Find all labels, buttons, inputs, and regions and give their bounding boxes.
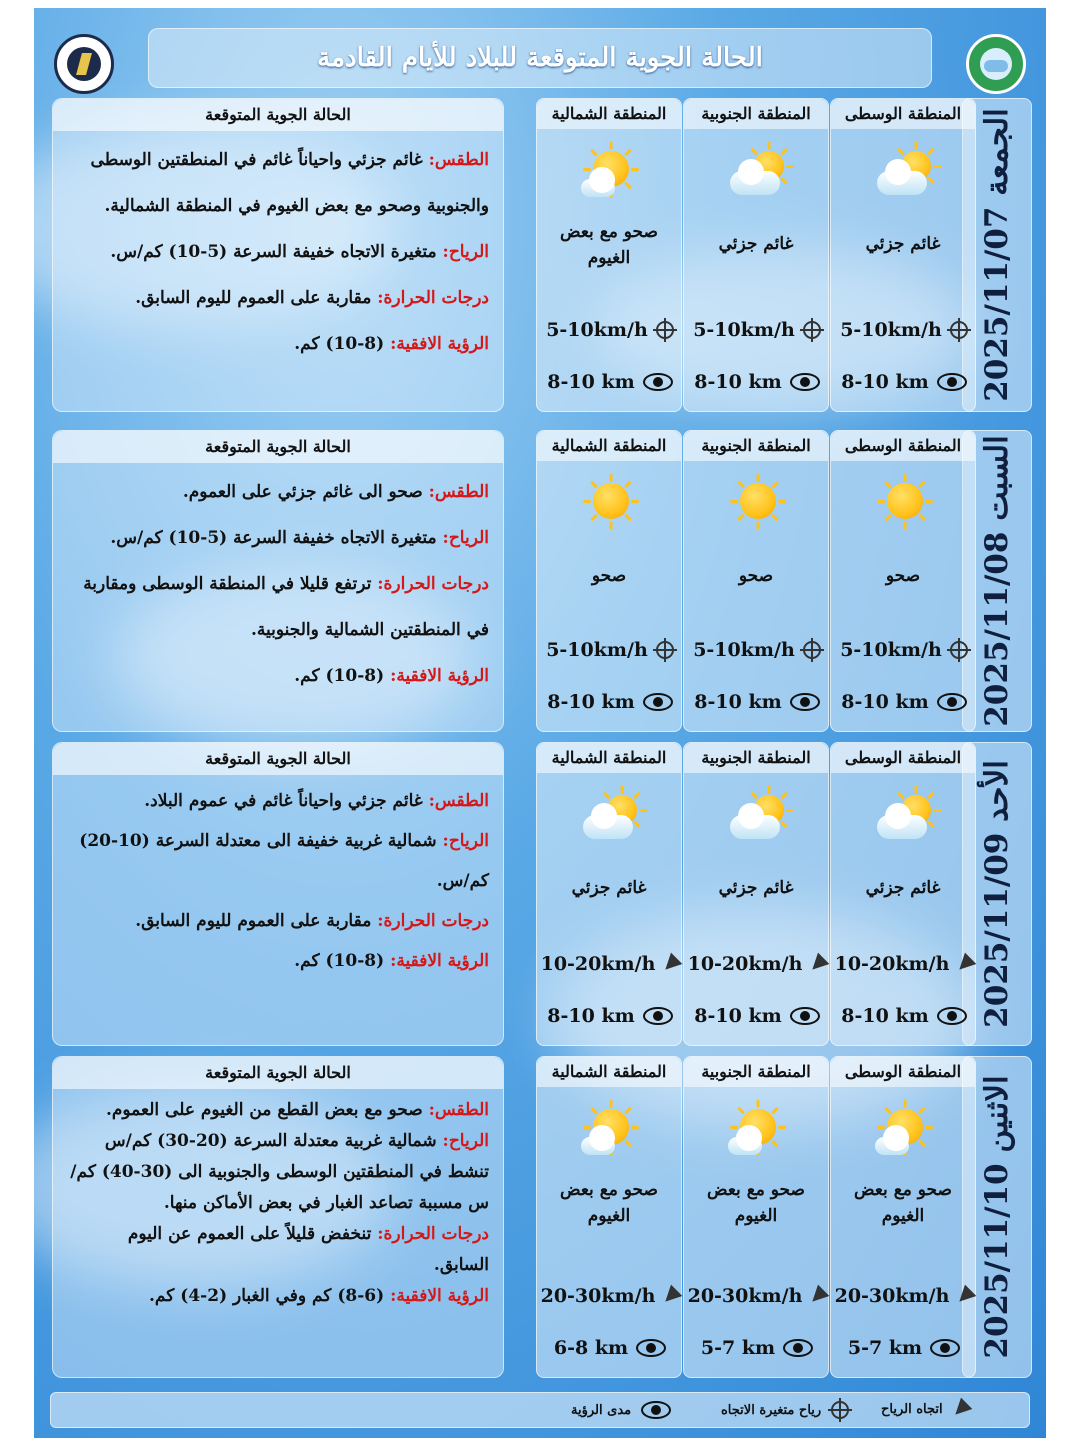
sun-behind-cloud-icon bbox=[726, 1103, 790, 1159]
weather-condition: غائم جزئي bbox=[865, 878, 941, 898]
forecast-visibility-label: الرؤية الافقية: bbox=[390, 666, 489, 686]
visibility-value: 6-8 km bbox=[553, 1337, 629, 1359]
wind-speed-row bbox=[540, 1285, 677, 1307]
visibility-row bbox=[690, 1005, 824, 1027]
eye-icon bbox=[937, 693, 967, 711]
visibility-row bbox=[543, 371, 677, 393]
visibility-value: 8-10 km bbox=[547, 691, 635, 713]
weather-condition: صحو مع بعض الغيوم bbox=[707, 1180, 805, 1226]
forecast-temperature-label: درجات الحرارة: bbox=[377, 1224, 489, 1244]
forecast-temperature-text: تنخفض قليلاً على العموم عن اليوم السابق. bbox=[127, 1224, 489, 1275]
region-card bbox=[830, 430, 976, 732]
forecast-title: الحالة الجوية المتوقعة bbox=[53, 99, 503, 131]
visibility-value: 8-10 km bbox=[841, 371, 929, 393]
forecast-weather-label: الطقس: bbox=[428, 150, 489, 170]
region-title: المنطقة الوسطى bbox=[831, 1057, 975, 1087]
sun-icon bbox=[726, 477, 790, 533]
page-header bbox=[148, 28, 932, 88]
visibility-row bbox=[690, 691, 824, 713]
region-card bbox=[536, 98, 682, 412]
wind-speed-row bbox=[543, 639, 677, 661]
region-title: المنطقة الشمالية bbox=[537, 1057, 681, 1087]
forecast-visibility-label: الرؤية الافقية: bbox=[390, 1286, 489, 1306]
legend bbox=[50, 1392, 1030, 1428]
wind-speed: 5-10km/h bbox=[546, 639, 648, 661]
visibility-row bbox=[543, 1337, 677, 1359]
legend-visibility bbox=[571, 1401, 671, 1419]
visibility-value: 8-10 km bbox=[694, 691, 782, 713]
day-block bbox=[50, 1056, 1030, 1376]
forecast-visibility-label: الرؤية الافقية: bbox=[390, 951, 489, 971]
forecast-weather-label: الطقس: bbox=[428, 791, 489, 811]
day-block bbox=[50, 98, 1030, 410]
forecast-temperature-label: درجات الحرارة: bbox=[377, 911, 489, 931]
eye-icon bbox=[790, 693, 820, 711]
forecast-temperature bbox=[67, 901, 489, 941]
forecast-card bbox=[52, 98, 504, 412]
weather-condition: صحو bbox=[591, 566, 627, 586]
forecast-wind bbox=[67, 1126, 489, 1219]
wind-direction-icon bbox=[807, 953, 830, 976]
region-card bbox=[683, 430, 829, 732]
region-card bbox=[683, 98, 829, 412]
forecast-title: الحالة الجوية المتوقعة bbox=[53, 1057, 503, 1089]
forecast-body bbox=[53, 463, 503, 699]
forecast-card bbox=[52, 742, 504, 1046]
wind-speed: 5-10km/h bbox=[840, 319, 942, 341]
region-card bbox=[683, 742, 829, 1046]
weather-condition: غائم جزئي bbox=[571, 878, 647, 898]
wind-speed: 10-20km/h bbox=[540, 953, 656, 975]
region-title: المنطقة الشمالية bbox=[537, 99, 681, 129]
variable-wind-icon bbox=[656, 641, 674, 659]
legend-wind-direction bbox=[881, 1401, 969, 1417]
eye-icon bbox=[643, 693, 673, 711]
wind-direction-icon bbox=[660, 953, 683, 976]
forecast-wind-text: متغيرة الاتجاه خفيفة السرعة (5-10) كم/س. bbox=[110, 528, 437, 548]
region-title: المنطقة الجنوبية bbox=[684, 431, 828, 461]
forecast-visibility-text: (6-8) كم وفي الغبار (2-4) كم. bbox=[149, 1286, 385, 1306]
wind-speed-row bbox=[834, 953, 971, 975]
weather-condition: صحو مع بعض الغيوم bbox=[854, 1180, 952, 1226]
legend-variable-wind bbox=[721, 1401, 849, 1419]
visibility-value: 8-10 km bbox=[547, 371, 635, 393]
forecast-visibility-text: (8-10) كم. bbox=[294, 334, 385, 354]
sun-behind-cloud-icon bbox=[579, 1103, 643, 1159]
variable-wind-icon bbox=[831, 1401, 849, 1419]
wind-speed-row bbox=[687, 1285, 824, 1307]
wind-speed-row bbox=[543, 319, 677, 341]
forecast-wind-text: شمالية غربية معتدلة السرعة (20-30) كم/س تنشط في المنطقتين الوسطى والجنوبية الى (30-40) كم/س مسببة تصاعد الغبار في بعض الأماكن منها. bbox=[70, 1131, 489, 1213]
visibility-value: 8-10 km bbox=[694, 371, 782, 393]
visibility-row bbox=[543, 1005, 677, 1027]
visibility-row bbox=[690, 371, 824, 393]
wind-speed-row bbox=[837, 639, 971, 661]
day-date: الجمعة 2025/11/07 bbox=[979, 108, 1015, 402]
wind-speed: 5-10km/h bbox=[693, 319, 795, 341]
wind-direction-icon bbox=[949, 1398, 972, 1421]
forecast-temperature bbox=[67, 561, 489, 653]
weather-condition: صحو bbox=[885, 566, 921, 586]
visibility-row bbox=[837, 691, 971, 713]
wind-direction-icon bbox=[954, 1285, 977, 1308]
forecast-weather-text: صحو الى غائم جزئي على العموم. bbox=[182, 482, 423, 502]
eye-icon bbox=[636, 1339, 666, 1357]
visibility-value: 5-7 km bbox=[700, 1337, 776, 1359]
page-title: الحالة الجوية المتوقعة للبلاد للأيام القادمة bbox=[317, 43, 763, 73]
visibility-value: 8-10 km bbox=[841, 1005, 929, 1027]
region-title: المنطقة الوسطى bbox=[831, 743, 975, 773]
forecast-weather-label: الطقس: bbox=[428, 1100, 489, 1120]
region-card bbox=[830, 98, 976, 412]
day-block bbox=[50, 430, 1030, 730]
forecast-wind bbox=[67, 229, 489, 275]
region-title: المنطقة الشمالية bbox=[537, 743, 681, 773]
eye-icon bbox=[790, 373, 820, 391]
eye-icon bbox=[643, 373, 673, 391]
region-title: المنطقة الجنوبية bbox=[684, 743, 828, 773]
forecast-title: الحالة الجوية المتوقعة bbox=[53, 431, 503, 463]
variable-wind-icon bbox=[950, 321, 968, 339]
region-card bbox=[536, 430, 682, 732]
forecast-wind-label: الرياح: bbox=[442, 528, 489, 548]
visibility-value: 8-10 km bbox=[694, 1005, 782, 1027]
wind-speed: 20-30km/h bbox=[834, 1285, 950, 1307]
forecast-visibility bbox=[67, 1281, 489, 1312]
region-title: المنطقة الجنوبية bbox=[684, 1057, 828, 1087]
day-date: الاثنين 2025/11/10 bbox=[979, 1075, 1015, 1359]
forecast-temperature-text: مقاربة على العموم لليوم السابق. bbox=[135, 288, 372, 308]
wind-speed: 20-30km/h bbox=[687, 1285, 803, 1307]
forecast-weather bbox=[67, 137, 489, 229]
wind-speed-row bbox=[540, 953, 677, 975]
forecast-weather-text: غائم جزئي واحياناً غائم في المنطقتين الوسطى والجنوبية وصحو مع بعض الغيوم في المنطقة الشمالية. bbox=[90, 150, 489, 216]
forecast-card bbox=[52, 1056, 504, 1378]
wind-speed: 10-20km/h bbox=[834, 953, 950, 975]
forecast-visibility bbox=[67, 653, 489, 699]
forecast-visibility bbox=[67, 321, 489, 367]
eye-icon bbox=[930, 1339, 960, 1357]
forecast-body bbox=[53, 775, 503, 981]
wind-speed-row bbox=[690, 319, 824, 341]
forecast-weather-text: صحو مع بعض القطع من الغيوم على العموم. bbox=[105, 1100, 423, 1120]
forecast-wind-text: متغيرة الاتجاه خفيفة السرعة (5-10) كم/س. bbox=[110, 242, 437, 262]
eye-icon bbox=[643, 1007, 673, 1025]
region-card bbox=[830, 742, 976, 1046]
partly-cloudy-icon bbox=[579, 789, 643, 845]
sun-behind-cloud-icon bbox=[873, 1103, 937, 1159]
forecast-card bbox=[52, 430, 504, 732]
weather-condition: غائم جزئي bbox=[865, 234, 941, 254]
forecast-wind-label: الرياح: bbox=[442, 242, 489, 262]
meteorology-authority-logo bbox=[966, 34, 1026, 94]
forecast-weather bbox=[67, 1095, 489, 1126]
wind-direction-icon bbox=[660, 1285, 683, 1308]
region-title: المنطقة الوسطى bbox=[831, 99, 975, 129]
variable-wind-icon bbox=[950, 641, 968, 659]
wind-speed-row bbox=[690, 639, 824, 661]
eye-icon bbox=[783, 1339, 813, 1357]
forecast-body bbox=[53, 1089, 503, 1312]
forecast-weather bbox=[67, 781, 489, 821]
forecast-weather-text: غائم جزئي واحياناً غائم في عموم البلاد. bbox=[144, 791, 423, 811]
forecast-poster bbox=[34, 8, 1046, 1438]
forecast-wind-label: الرياح: bbox=[442, 1131, 489, 1151]
forecast-visibility-text: (8-10) كم. bbox=[294, 666, 385, 686]
region-card bbox=[536, 1056, 682, 1378]
forecast-temperature-label: درجات الحرارة: bbox=[377, 288, 489, 308]
day-date: السبت 2025/11/08 bbox=[979, 435, 1015, 727]
region-card bbox=[536, 742, 682, 1046]
day-date: الأحد 2025/11/09 bbox=[979, 760, 1015, 1028]
forecast-visibility-text: (8-10) كم. bbox=[294, 951, 385, 971]
wind-direction-icon bbox=[954, 953, 977, 976]
eye-icon bbox=[790, 1007, 820, 1025]
visibility-value: 5-7 km bbox=[847, 1337, 923, 1359]
forecast-body bbox=[53, 131, 503, 367]
forecast-title: الحالة الجوية المتوقعة bbox=[53, 743, 503, 775]
wind-speed: 5-10km/h bbox=[546, 319, 648, 341]
partly-cloudy-icon bbox=[873, 789, 937, 845]
wind-speed: 5-10km/h bbox=[840, 639, 942, 661]
forecast-weather bbox=[67, 469, 489, 515]
region-card bbox=[683, 1056, 829, 1378]
wind-speed-row bbox=[834, 1285, 971, 1307]
visibility-value: 8-10 km bbox=[547, 1005, 635, 1027]
partly-cloudy-icon bbox=[726, 145, 790, 201]
wind-speed-row bbox=[837, 319, 971, 341]
forecast-temperature bbox=[67, 275, 489, 321]
partly-cloudy-icon bbox=[873, 145, 937, 201]
eye-icon bbox=[937, 373, 967, 391]
forecast-temperature bbox=[67, 1219, 489, 1281]
variable-wind-icon bbox=[803, 321, 821, 339]
region-card bbox=[830, 1056, 976, 1378]
region-title: المنطقة الجنوبية bbox=[684, 99, 828, 129]
weather-condition: صحو مع بعض الغيوم bbox=[560, 1180, 658, 1226]
sun-icon bbox=[873, 477, 937, 533]
visibility-row bbox=[543, 691, 677, 713]
legend-visibility-label: مدى الرؤية bbox=[571, 1402, 632, 1418]
weather-condition: غائم جزئي bbox=[718, 234, 794, 254]
visibility-value: 8-10 km bbox=[841, 691, 929, 713]
partly-cloudy-icon bbox=[726, 789, 790, 845]
forecast-wind-text: شمالية غربية خفيفة الى معتدلة السرعة (10-20) كم/س. bbox=[79, 831, 489, 891]
sun-icon bbox=[579, 477, 643, 533]
weather-condition: صحو bbox=[738, 566, 774, 586]
visibility-row bbox=[837, 1005, 971, 1027]
forecast-unit-logo bbox=[54, 34, 114, 94]
wind-speed-row bbox=[687, 953, 824, 975]
variable-wind-icon bbox=[803, 641, 821, 659]
forecast-wind bbox=[67, 515, 489, 561]
sun-behind-cloud-icon bbox=[579, 145, 643, 201]
forecast-temperature-label: درجات الحرارة: bbox=[377, 574, 489, 594]
region-title: المنطقة الوسطى bbox=[831, 431, 975, 461]
wind-direction-icon bbox=[807, 1285, 830, 1308]
region-title: المنطقة الشمالية bbox=[537, 431, 681, 461]
forecast-weather-label: الطقس: bbox=[428, 482, 489, 502]
visibility-row bbox=[837, 1337, 971, 1359]
day-block bbox=[50, 742, 1030, 1044]
forecast-wind bbox=[67, 821, 489, 901]
eye-icon bbox=[641, 1401, 671, 1419]
forecast-visibility-label: الرؤية الافقية: bbox=[390, 334, 489, 354]
forecast-temperature-text: ترتفع قليلا في المنطقة الوسطى ومقاربة في المنطقتين الشمالية والجنوبية. bbox=[83, 574, 489, 640]
legend-wind-direction-label: اتجاه الرياح bbox=[881, 1401, 943, 1417]
forecast-wind-label: الرياح: bbox=[442, 831, 489, 851]
wind-speed: 20-30km/h bbox=[540, 1285, 656, 1307]
visibility-row bbox=[690, 1337, 824, 1359]
forecast-visibility bbox=[67, 941, 489, 981]
weather-condition: صحو مع بعض الغيوم bbox=[560, 222, 658, 268]
wind-speed: 10-20km/h bbox=[687, 953, 803, 975]
wind-speed: 5-10km/h bbox=[693, 639, 795, 661]
weather-condition: غائم جزئي bbox=[718, 878, 794, 898]
variable-wind-icon bbox=[656, 321, 674, 339]
eye-icon bbox=[937, 1007, 967, 1025]
forecast-temperature-text: مقاربة على العموم لليوم السابق. bbox=[135, 911, 372, 931]
legend-variable-wind-label: رياح متغيرة الاتجاه bbox=[721, 1402, 822, 1418]
visibility-row bbox=[837, 371, 971, 393]
